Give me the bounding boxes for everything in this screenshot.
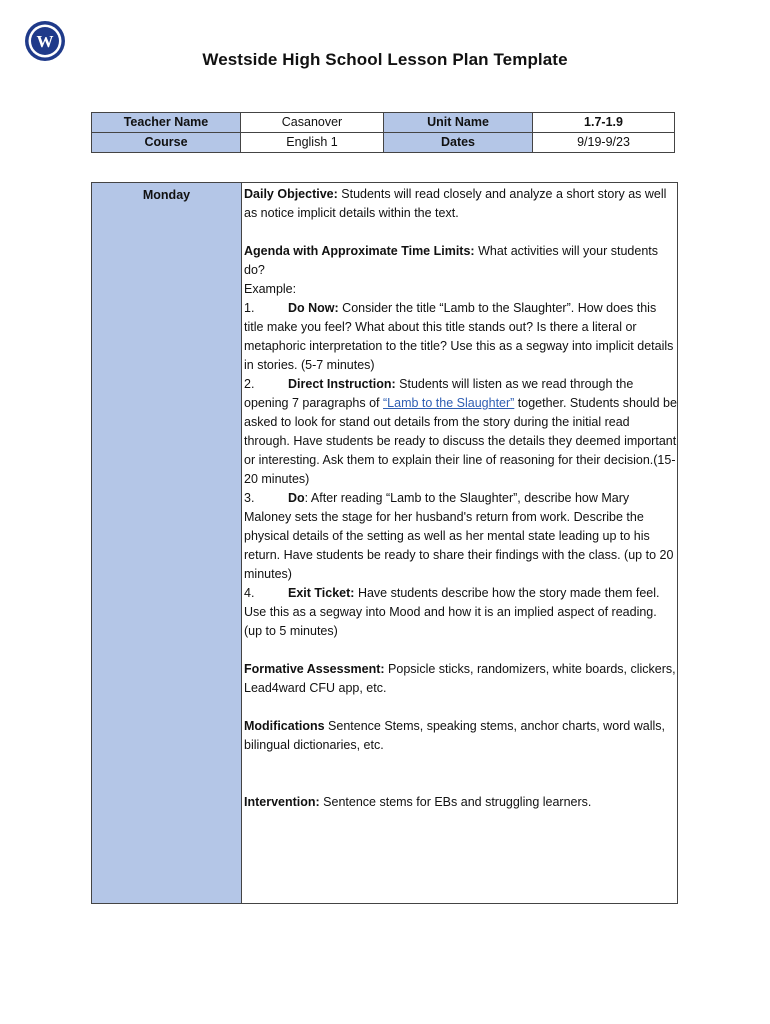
modifications: Modifications Sentence Stems, speaking stems, anchor charts, word walls, bilingual dictionaries, etc.	[244, 719, 665, 752]
course-label: Course	[92, 133, 241, 153]
story-link[interactable]: “Lamb to the Slaughter”	[383, 396, 515, 410]
dates-value: 9/19-9/23	[533, 133, 675, 153]
unit-name-value: 1.7-1.9	[533, 113, 675, 133]
daily-objective: Daily Objective: Students will read closely and analyze a short story as well as notice implicit details within the text.	[244, 187, 667, 220]
agenda-step-4: 4. Exit Ticket: Have students describe how the story made them feel. Use this as a segway into Mood and how it is an implied aspect of reading. (up to 5 minutes)	[244, 586, 660, 638]
unit-name-label: Unit Name	[384, 113, 533, 133]
svg-text:W: W	[36, 32, 54, 51]
dates-label: Dates	[384, 133, 533, 153]
teacher-name-label: Teacher Name	[92, 113, 241, 133]
info-table	[91, 112, 675, 153]
lesson-content	[242, 183, 677, 903]
agenda-step-2: 2. Direct Instruction: Students will listen as we read through the opening 7 paragraphs of “Lamb to the Slaughter” together. Students should be asked to look for stand out details from the story during the initial read through. Have students be ready to discuss the details they deemed important or interesting. Ask them to explain their line of reasoning for their decision.(15-20 minutes)	[244, 377, 677, 486]
teacher-name-value: Casanover	[241, 113, 384, 133]
lesson-plan-table	[91, 182, 678, 904]
intervention: Intervention: Sentence stems for EBs and struggling learners.	[244, 795, 592, 809]
agenda-step-1: 1. Do Now: Consider the title “Lamb to the Slaughter”. How does this title make you feel? What about this title stands out? Is there a literal or metaphoric interpretation to the title? Use this as a segway into implicit details in stories. (5-7 minutes)	[244, 301, 674, 372]
agenda-step-3: 3. Do: After reading “Lamb to the Slaughter”, describe how Mary Maloney sets the stage for her husband's return from work. Describe the physical details of the setting as well as her mental state leading up to his return. Have students be ready to share their findings with the class. (up to 20 minutes)	[244, 491, 674, 581]
formative-assessment: Formative Assessment: Popsicle sticks, randomizers, white boards, clickers, Lead4ward CFU app, etc.	[244, 662, 676, 695]
day-label: Monday	[92, 183, 242, 903]
agenda: Agenda with Approximate Time Limits: What activities will your students do?	[244, 244, 658, 277]
example-label: Example:	[244, 282, 297, 296]
course-value: English 1	[241, 133, 384, 153]
page-title: Westside High School Lesson Plan Template	[202, 50, 568, 69]
